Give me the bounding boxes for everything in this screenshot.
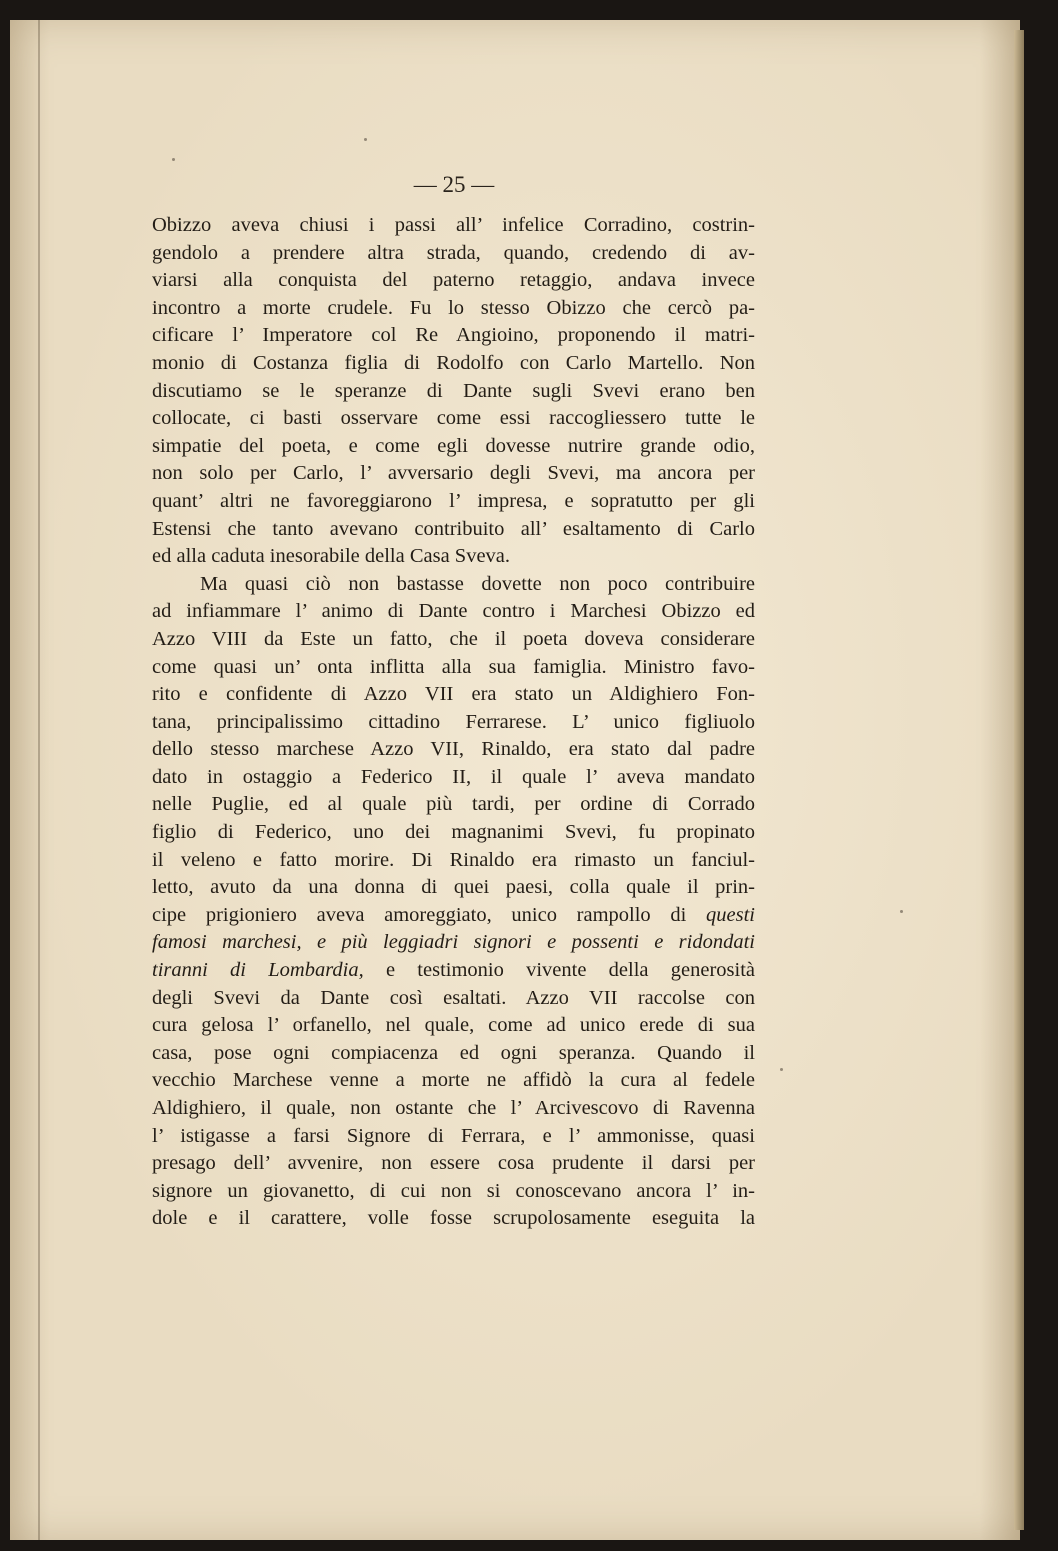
text-segment: letto, avuto da una donna di quei paesi, colla quale il prin- [152,876,755,899]
text-segment: ed alla caduta inesorabile della Casa Sveva. [152,545,511,568]
text-line [152,1123,755,1151]
paper-speck [900,910,903,913]
text-segment: nelle Puglie, ed al quale più tardi, per ordine di Corrado [152,793,755,816]
text-line [152,1150,755,1178]
page-edge [1014,30,1024,1530]
text-line [152,709,755,737]
text-line [152,240,755,268]
paper-speck [780,1068,783,1071]
text-line [152,1095,755,1123]
text-line [152,433,755,461]
paper-speck [172,158,175,161]
text-segment: simpatie del poeta, e come egli dovesse nutrire grande odio, [152,434,755,457]
page-gutter [38,20,40,1540]
text-segment: dello stesso marchese Azzo VII, Rinaldo, era stato dal padre [152,738,755,761]
text-segment: viarsi alla conquista del paterno retaggio, andava invece [152,269,755,292]
text-segment: dato in ostaggio a Federico II, il quale l’ aveva mandato [152,765,755,788]
text-line [152,212,755,240]
text-segment: dole e il carattere, volle fosse scrupolosamente eseguita la [152,1207,755,1230]
text-segment: signore un giovanetto, di cui non si conoscevano ancora l’ in- [152,1179,755,1202]
text-segment: il veleno e fatto morire. Di Rinaldo era rimasto un fanciul- [152,848,755,871]
text-line [152,874,755,902]
text-line [152,819,755,847]
text-line [152,322,755,350]
text-line [152,405,755,433]
text-line [152,488,755,516]
text-segment: degli Svevi da Dante così esaltati. Azzo VII raccolse con [152,986,755,1009]
text-segment: figlio di Federico, uno dei magnanimi Svevi, fu propinato [152,821,755,844]
text-segment: ad infiammare l’ animo di Dante contro i Marchesi Obizzo ed [152,600,755,623]
text-segment: discutiamo se le speranze di Dante sugli Svevi erano ben [152,379,755,402]
italic-text: questi [706,903,755,926]
text-segment: incontro a morte crudele. Fu lo stesso Obizzo che cercò pa- [152,296,755,319]
text-line [152,764,755,792]
text-line [152,902,755,930]
text-segment: vecchio Marchese venne a morte ne affidò la cura al fedele [152,1069,755,1092]
text-line [152,543,755,571]
body-text [152,212,755,1233]
text-line [152,1067,755,1095]
text-line [152,571,755,599]
text-line [152,516,755,544]
text-segment: presago dell’ avvenire, non essere cosa prudente il darsi per [152,1152,755,1175]
text-line [152,1178,755,1206]
text-segment: Estensi che tanto avevano contribuito all’ esaltamento di Carlo [152,517,755,540]
text-segment: gendolo a prendere altra strada, quando, credendo di av- [152,241,755,264]
italic-text: famosi marchesi, e più leggiadri signori e possenti e ridondati [152,931,755,954]
page-number: — 25 — [413,172,495,197]
text-segment: Ma quasi ciò non bastasse dovette non poco contribuire [200,572,755,595]
text-segment: cificare l’ Imperatore col Re Angioino, proponendo il matri- [152,324,755,347]
text-line [152,267,755,295]
text-segment: tana, principalissimo cittadino Ferrarese. L’ unico figliuolo [152,710,755,733]
text-line [152,295,755,323]
text-segment: collocate, ci basti osservare come essi raccogliessero tutte le [152,407,755,430]
text-line [152,378,755,406]
text-segment: quant’ altri ne favoreggiarono l’ impresa, e sopratutto per gli [152,489,755,512]
text-line [152,654,755,682]
text-segment: monio di Costanza figlia di Rodolfo con Carlo Martello. Non [152,351,755,374]
text-line [152,1040,755,1068]
text-line [152,598,755,626]
text-line [152,985,755,1013]
text-segment: casa, pose ogni compiacenza ed ogni speranza. Quando il [152,1041,755,1064]
text-segment: non solo per Carlo, l’ avversario degli Svevi, ma ancora per [152,462,755,485]
text-line [152,736,755,764]
italic-text: tiranni di Lombardia, [152,959,364,982]
text-line [152,681,755,709]
text-line [152,929,755,957]
paper-speck [364,138,367,141]
text-line [152,1205,755,1233]
text-segment: Azzo VIII da Este un fatto, che il poeta doveva considerare [152,627,755,650]
text-line [152,1012,755,1040]
text-line [152,626,755,654]
text-segment: cura gelosa l’ orfanello, nel quale, come ad unico erede di sua [152,1014,755,1037]
text-line [152,791,755,819]
text-line [152,957,755,985]
text-segment: Aldighiero, il quale, non ostante che l’ Arcivescovo di Ravenna [152,1097,755,1119]
text-segment: l’ istigasse a farsi Signore di Ferrara, e l’ ammonisse, quasi [152,1124,755,1147]
text-segment: e testimonio vivente della generosità [363,959,755,982]
text-line [152,350,755,378]
text-line [152,460,755,488]
text-line [152,847,755,875]
text-segment: Obizzo aveva chiusi i passi all’ infelice Corradino, costrin- [152,214,755,236]
text-segment: come quasi un’ onta inflitta alla sua famiglia. Ministro favo- [152,655,755,678]
text-segment: rito e confidente di Azzo VII era stato un Aldighiero Fon- [152,683,755,706]
text-segment: cipe prigioniero aveva amoreggiato, unico rampollo di [152,903,707,926]
